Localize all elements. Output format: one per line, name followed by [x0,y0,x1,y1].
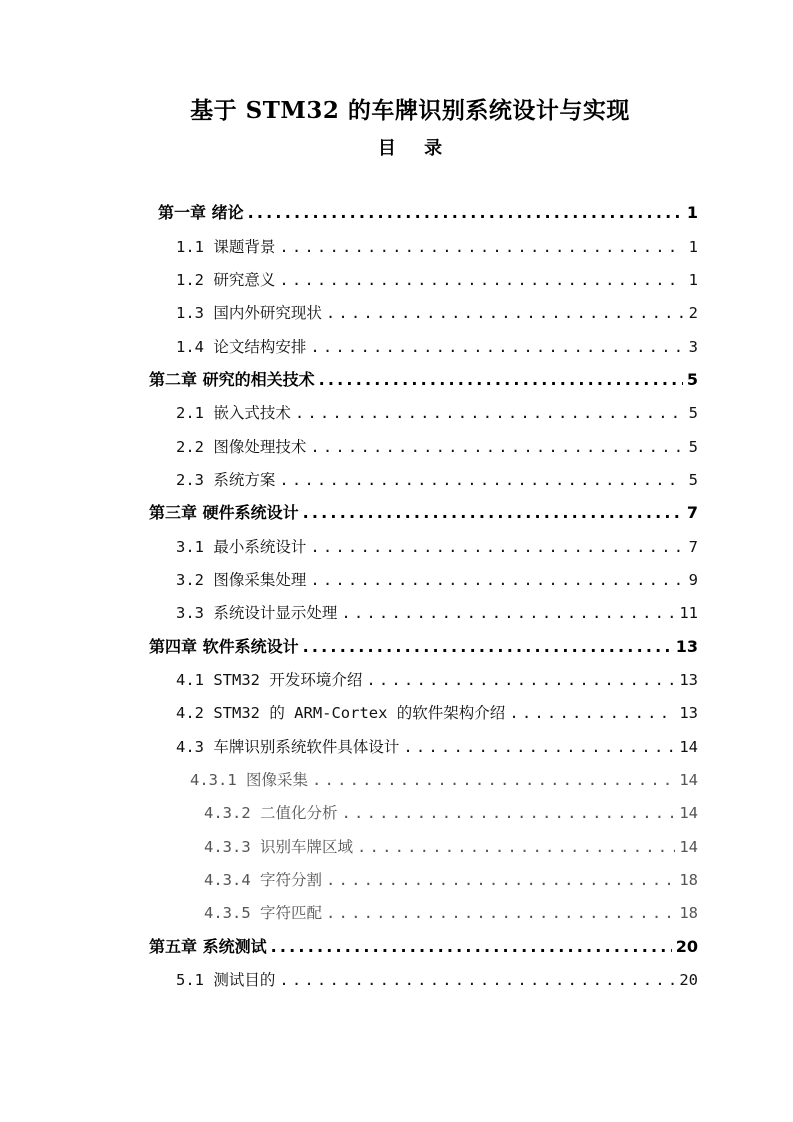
toc-entry-page: 3 [688,338,698,356]
toc-entry-label: 4.3.3 识别车牌区域 [204,838,353,856]
toc-entry[interactable] [176,968,698,992]
toc-dot-leader [509,701,675,725]
toc-dot-leader [326,301,684,325]
toc-entry-label: 3.3 系统设计显示处理 [176,604,338,622]
toc-entry-page: 13 [679,704,698,722]
toc-dot-leader [310,535,684,559]
toc-dot-leader [279,268,684,292]
toc-entry-page: 14 [679,838,698,856]
toc-entry-label: 1.4 论文结构安排 [176,338,307,356]
toc-entry[interactable] [176,401,698,425]
toc-entry-label: 2.2 图像处理技术 [176,438,307,456]
toc-entry-label: 第三章 硬件系统设计 [149,503,299,522]
toc-entry[interactable] [149,501,698,525]
toc-entry-page: 1 [686,203,698,222]
toc-entry-page: 18 [679,871,698,889]
toc-entry[interactable] [149,368,698,392]
toc-entry-label: 第一章 绪论 [158,203,244,222]
toc-entry-label: 4.3 车牌识别系统软件具体设计 [176,738,400,756]
toc-entry-page: 7 [688,538,698,556]
toc-entry[interactable] [176,468,698,492]
toc-entry-page: 1 [688,271,698,289]
toc-dot-leader [310,568,684,592]
toc-entry[interactable] [149,935,698,959]
toc-dot-leader [248,201,683,225]
toc-entry-label: 4.3.1 图像采集 [190,771,308,789]
toc-dot-leader [366,668,675,692]
toc-heading: 目 录 [377,138,443,159]
toc-entry[interactable] [176,435,698,459]
toc-entry[interactable] [176,601,698,625]
toc-dot-leader [357,835,675,859]
toc-entry-page: 7 [686,503,698,522]
toc-dot-leader [279,235,684,259]
toc-dot-leader [303,635,672,659]
toc-entry[interactable] [149,635,698,659]
toc-entry-page: 2 [688,304,698,322]
toc-entry-label: 1.2 研究意义 [176,271,276,289]
toc-dot-leader [310,335,684,359]
toc-entry-page: 14 [679,804,698,822]
toc-entry-page: 5 [688,404,698,422]
toc-entry-label: 4.2 STM32 的 ARM-Cortex 的软件架构介绍 [176,704,506,722]
toc-entry[interactable] [158,201,698,225]
toc-dot-leader [326,868,675,892]
toc-entry-page: 5 [688,438,698,456]
toc-dot-leader [279,468,684,492]
toc-entry-label: 1.1 课题背景 [176,238,276,256]
toc-dot-leader [326,901,675,925]
toc-entry-page: 20 [675,937,698,956]
toc-entry-label: 4.3.5 字符匹配 [204,904,322,922]
toc-entry[interactable] [176,668,698,692]
toc-entry-page: 13 [675,637,698,656]
toc-entry-page: 9 [688,571,698,589]
toc-entry-page: 5 [688,471,698,489]
toc-dot-leader [310,435,684,459]
toc-dot-leader [271,935,672,959]
toc-entry-label: 第四章 软件系统设计 [149,637,299,656]
toc-entry-label: 第二章 研究的相关技术 [149,370,315,389]
toc-entry-page: 20 [679,971,698,989]
toc-entry[interactable] [190,768,698,792]
toc-entry-page: 5 [686,370,698,389]
toc-entry[interactable] [176,735,698,759]
toc-entry-label: 4.1 STM32 开发环境介绍 [176,671,363,689]
toc-entry-label: 2.3 系统方案 [176,471,276,489]
toc-dot-leader [312,768,675,792]
toc-entry[interactable] [176,701,698,725]
toc-entry[interactable] [176,535,698,559]
toc-entry[interactable] [176,335,698,359]
toc-entry-label: 4.3.2 二值化分析 [204,804,338,822]
toc-entry-page: 11 [679,604,698,622]
toc-entry-label: 3.1 最小系统设计 [176,538,307,556]
toc-dot-leader [319,368,683,392]
toc-entry-label: 2.1 嵌入式技术 [176,404,291,422]
toc-dot-leader [342,801,676,825]
document-title: 基于 STM32 的车牌识别系统设计与实现 [190,97,630,124]
toc-dot-leader [295,401,684,425]
toc-entry[interactable] [176,268,698,292]
toc-dot-leader [341,601,675,625]
toc-entry-page: 14 [679,771,698,789]
toc-entry[interactable] [204,801,698,825]
toc-entry[interactable] [176,568,698,592]
toc-entry[interactable] [204,868,698,892]
toc-entry-label: 4.3.4 字符分割 [204,871,322,889]
toc-dot-leader [403,735,675,759]
toc-entry[interactable] [176,235,698,259]
toc-entry[interactable] [204,835,698,859]
toc-entry-label: 第五章 系统测试 [149,937,267,956]
toc-entry-page: 18 [679,904,698,922]
toc-entry-page: 1 [688,238,698,256]
toc-entry[interactable] [176,301,698,325]
toc-dot-leader [279,968,675,992]
toc-entry-page: 14 [679,738,698,756]
toc-entry-label: 5.1 测试目的 [176,971,276,989]
toc-entry-label: 3.2 图像采集处理 [176,571,307,589]
toc-entry-page: 13 [679,671,698,689]
toc-dot-leader [303,501,683,525]
toc-entry[interactable] [204,901,698,925]
toc-entry-label: 1.3 国内外研究现状 [176,304,322,322]
